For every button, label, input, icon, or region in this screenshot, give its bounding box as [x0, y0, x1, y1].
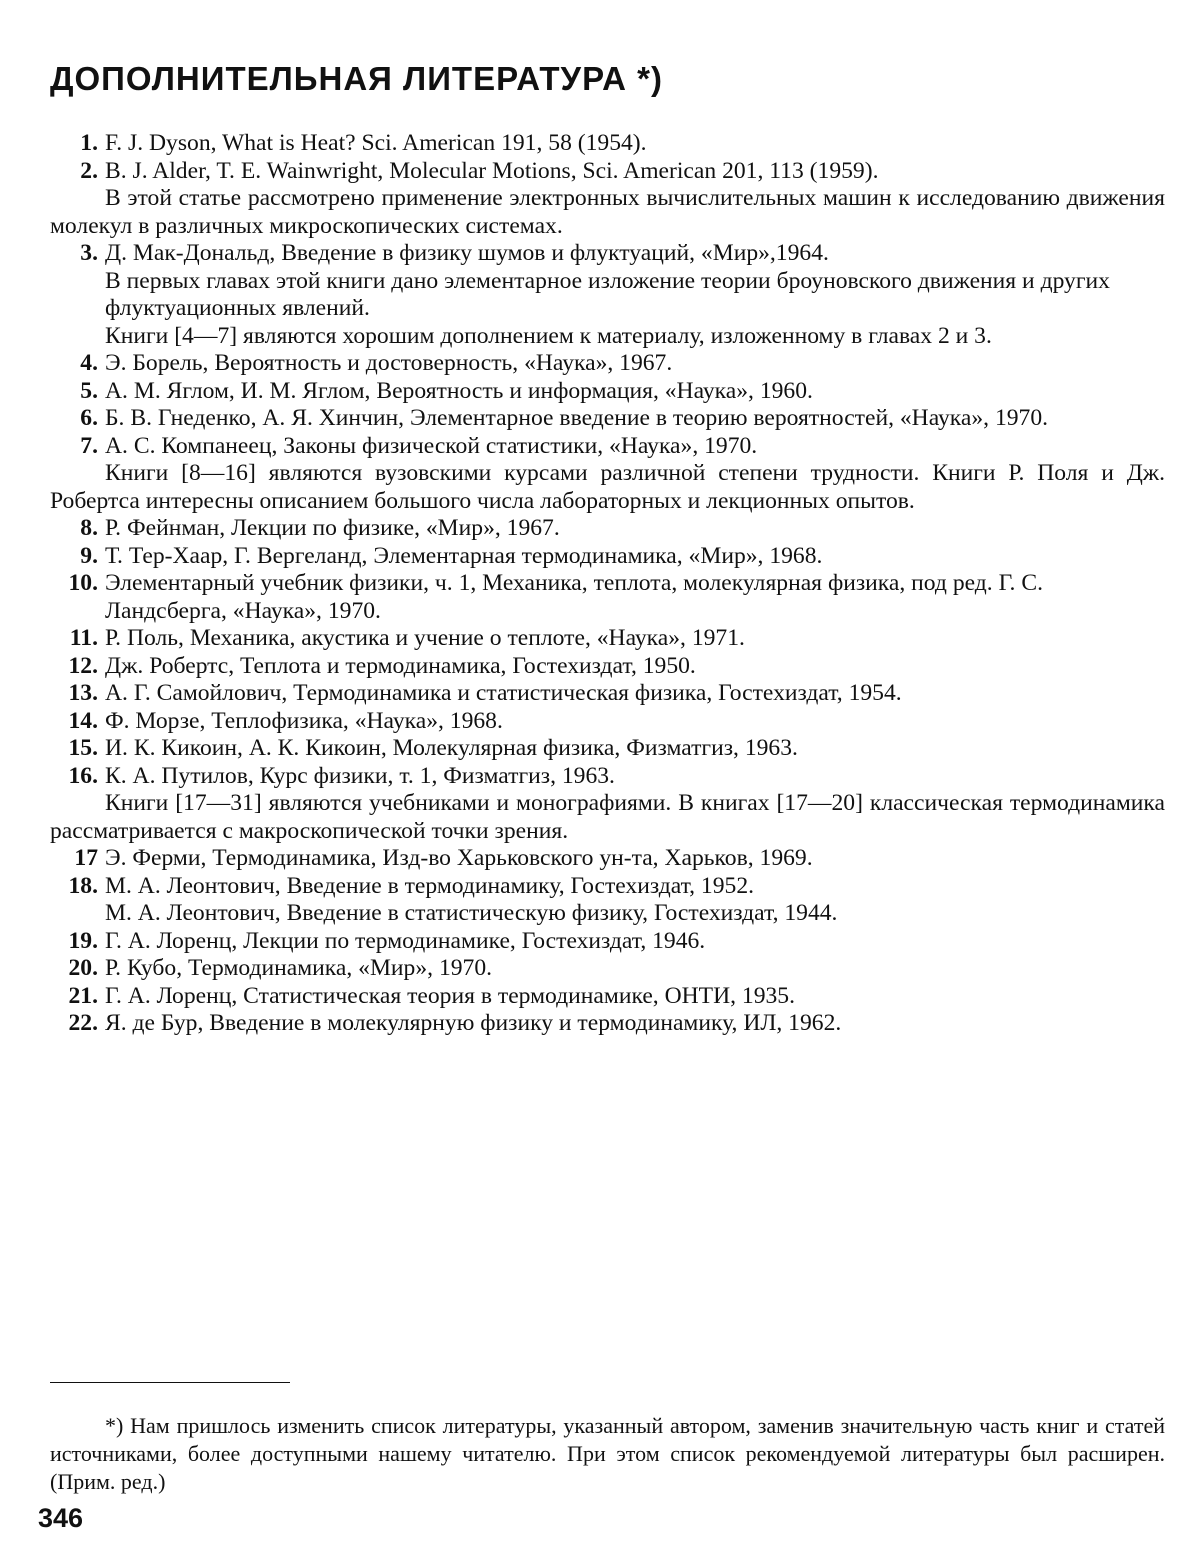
reference-entry [50, 433, 1165, 461]
reference-entry [50, 570, 1165, 625]
reference-number: 12. [68, 652, 98, 679]
reference-number: 11. [69, 625, 98, 651]
reference-entry [50, 680, 1165, 708]
reference-text: Я. де Бур, Введение в молекулярную физику и термодинамику, ИЛ, 1962. [105, 1010, 842, 1036]
reference-text: Р. Кубо, Термодинамика, «Мир», 1970. [105, 955, 493, 981]
reference-number: 9. [80, 542, 98, 569]
reference-text: Т. Тер-Хаар, Г. Вергеланд, Элементарная термодинамика, «Мир», 1968. [105, 542, 823, 569]
reference-text: А. С. Компанеец, Законы физической статистики, «Наука», 1970. [105, 432, 758, 459]
reference-text: К. А. Путилов, Курс физики, т. 1, Физматгиз, 1963. [105, 762, 615, 789]
reference-text: А. Г. Самойлович, Термодинамика и статистическая физика, Гостехиздат, 1954. [105, 680, 902, 706]
reference-number: 20. [68, 955, 98, 981]
reference-entry [50, 735, 1165, 763]
reference-text: М. А. Леонтович, Введение в термодинамику, Гостехиздат, 1952. [105, 872, 755, 899]
annotation-paragraph: Книги [17—31] являются учебниками и монографиями. В книгах [17—20] классическая термодинамика рассматривается с макроскопической точки зрения. [50, 790, 1165, 844]
reference-entry [50, 983, 1165, 1011]
reference-subtext: М. А. Леонтович, Введение в статистическую физику, Гостехиздат, 1944. [105, 900, 838, 926]
reference-text: А. М. Яглом, И. М. Яглом, Вероятность и информация, «Наука», 1960. [105, 377, 813, 404]
reference-text: Г. А. Лоренц, Лекции по термодинамике, Гостехиздат, 1946. [105, 927, 706, 954]
reference-number: 15. [68, 735, 98, 761]
reference-text: Ф. Морзе, Теплофизика, «Наука», 1968. [105, 707, 503, 734]
reference-entry [50, 763, 1165, 791]
reference-entry [50, 653, 1165, 681]
reference-text: Г. А. Лоренц, Статистическая теория в термодинамике, ОНТИ, 1935. [105, 982, 796, 1009]
annotation-paragraph: В этой статье рассмотрено применение электронных вычислительных машин к исследованию движения молекул в различных микроскопических системах. [50, 185, 1165, 239]
reference-text: Р. Фейнман, Лекции по физике, «Мир», 1967. [105, 515, 560, 541]
reference-entry [50, 405, 1165, 433]
reference-entry [50, 928, 1165, 956]
reference-entry [50, 1010, 1165, 1038]
reference-number: 6. [80, 405, 98, 431]
reference-number: 4. [80, 350, 98, 376]
footnote-divider [50, 1382, 290, 1383]
reference-entry [50, 543, 1165, 571]
reference-text: Д. Мак-Дональд, Введение в физику шумов и флуктуаций, «Мир»,1964. [105, 240, 829, 266]
reference-entry [50, 708, 1165, 736]
reference-number: 7. [80, 432, 98, 459]
reference-list [50, 130, 1165, 1038]
reference-entry [50, 955, 1165, 983]
reference-text: Р. Поль, Механика, акустика и учение о теплоте, «Наука», 1971. [105, 625, 745, 651]
reference-number: 16. [68, 762, 98, 789]
reference-number: 14. [68, 707, 98, 734]
reference-text: Э. Борель, Вероятность и достоверность, «Наука», 1967. [105, 350, 673, 376]
reference-entry [50, 515, 1165, 543]
reference-entry [50, 350, 1165, 378]
annotation-paragraph: Книги [8—16] являются вузовскими курсами различной степени трудности. Книги Р. Поля и Дж. Робертса интересны описанием большого числа лабораторных и лекционных опытов. [50, 460, 1165, 514]
reference-number: 8. [80, 515, 98, 541]
reference-entry [50, 378, 1165, 406]
reference-number: 19. [68, 927, 98, 954]
reference-text: Б. В. Гнеденко, А. Я. Хинчин, Элементарное введение в теорию вероятностей, «Наука», 1970. [105, 405, 1049, 431]
reference-entry [50, 845, 1165, 873]
annotation-paragraph: Книги [4—7] являются хорошим дополнением к материалу, изложенному в главах 2 и 3. [105, 322, 992, 349]
reference-entry [50, 873, 1165, 901]
reference-number: 13. [68, 680, 98, 706]
reference-number: 18. [68, 872, 98, 899]
footnote: *) Нам пришлось изменить список литературы, указанный автором, заменив значительную часть книг и статей источниками, более доступными нашему читателю. При этом список рекомендуемой литературы был расширен. (Прим. ред.) [50, 1413, 1165, 1494]
reference-number: 21. [68, 982, 98, 1009]
reference-number: 22. [68, 1010, 98, 1036]
reference-text: И. К. Кикоин, А. К. Кикоин, Молекулярная физика, Физматгиз, 1963. [105, 735, 798, 761]
reference-text: B. J. Alder, T. E. Wainwright, Molecular Motions, Sci. American 201, 113 (1959). [105, 157, 879, 184]
reference-entry [50, 625, 1165, 653]
reference-number: 17 [74, 845, 98, 871]
reference-number: 5. [80, 377, 98, 404]
reference-text: Э. Ферми, Термодинамика, Изд-во Харьковского ун-та, Харьков, 1969. [105, 845, 813, 871]
reference-text: Дж. Робертс, Теплота и термодинамика, Гостехиздат, 1950. [105, 652, 696, 679]
reference-number: 10. [68, 570, 98, 596]
reference-number: 2. [80, 157, 98, 184]
reference-subtext: В первых главах этой книги дано элементарное изложение теории броуновского движения и других флуктуационных явлений. [105, 267, 1110, 321]
reference-entry [50, 130, 1165, 158]
reference-text: Элементарный учебник физики, ч. 1, Механика, теплота, молекулярная физика, под ред. Г. С. Ландсберга, «Наука», 1970. [105, 570, 1043, 624]
page-title: ДОПОЛНИТЕЛЬНАЯ ЛИТЕРАТУРА *) [50, 60, 664, 97]
reference-text: F. J. Dyson, What is Heat? Sci. American 191, 58 (1954). [105, 130, 647, 156]
reference-entry [50, 158, 1165, 186]
page-number: 346 [38, 1503, 84, 1533]
reference-number: 3. [80, 240, 98, 266]
reference-entry [50, 240, 1165, 268]
reference-number: 1. [80, 130, 98, 156]
